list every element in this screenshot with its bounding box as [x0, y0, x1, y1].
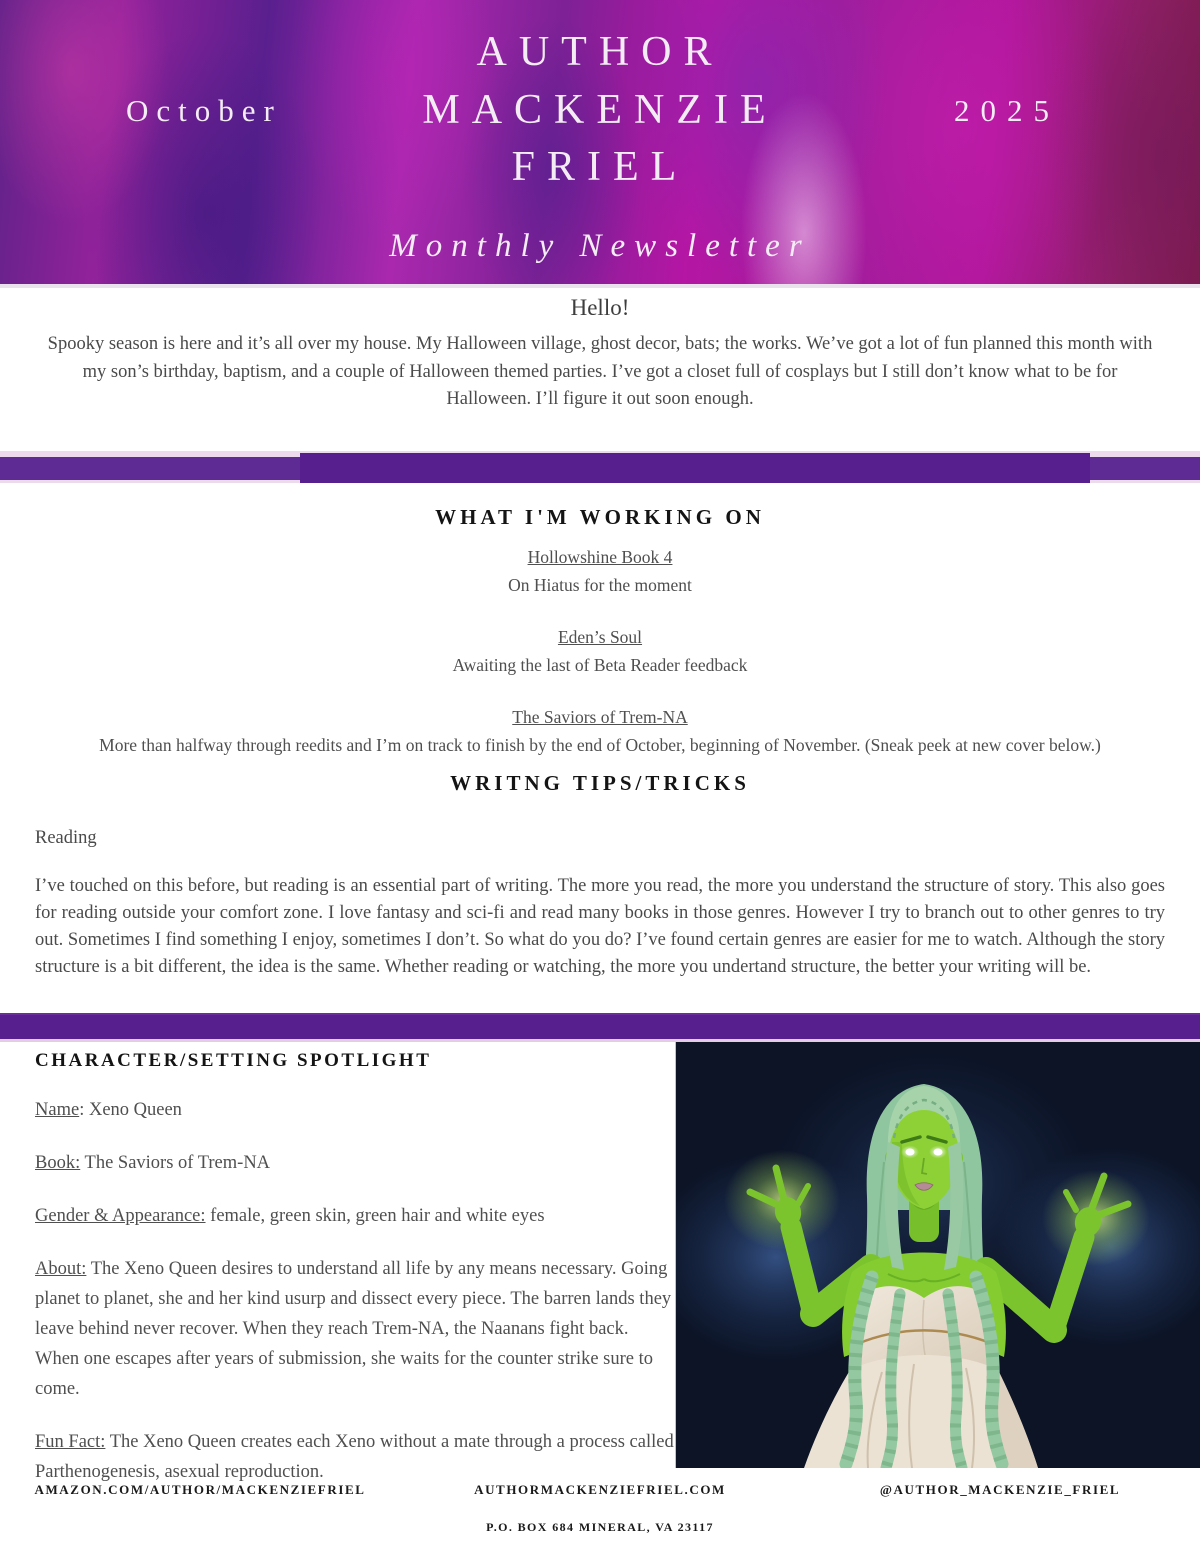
field-separator: : — [79, 1100, 89, 1120]
section-divider-top — [0, 449, 1200, 485]
project-item — [0, 625, 1200, 677]
intro-paragraph: Spooky season is here and it’s all over my house. My Halloween village, ghost decor, bats; the works. We’ve got a lot of fun planned this month with my son’s birthday, baptism, and a couple of Halloween themed parties. I’ve got a closet full of cosplays but I still don’t know what to be for Halloween. I’ll figure it out soon enough. — [47, 334, 1153, 409]
spotlight-heading: CHARACTER/SETTING SPOTLIGHT — [35, 1050, 432, 1071]
writing-tips-heading: WRITNG TIPS/TRICKS — [450, 771, 750, 795]
page-title-line-1: AUTHOR — [476, 29, 724, 75]
field-label: Book: — [35, 1153, 81, 1173]
section-divider-bottom — [0, 1013, 1200, 1042]
spotlight-field-gender-appearance — [35, 1201, 675, 1231]
project-status: Awaiting the last of Beta Reader feedback — [452, 655, 748, 675]
divider-bar-middle — [300, 453, 1090, 483]
field-value: The Xeno Queen desires to understand all life by any means necessary. Going planet to planet, she and her kind usurp and dissect every piece. The barren lands they leave behind never recover. When they reach Trem-NA, the Naanans fight back. When one escapes after years of submission, she waits for the counter strike sure to come. — [35, 1259, 672, 1399]
field-label: Fun Fact: — [35, 1432, 106, 1452]
field-value: The Xeno Queen creates each Xeno without a mate through a process called Parthenogenesis, asexual reproduction. — [35, 1432, 674, 1482]
working-on-section — [0, 505, 1200, 757]
spotlight-field-name — [35, 1095, 675, 1125]
tips-paragraph: I’ve touched on this before, but reading is an essential part of writing. The more you read, the more you understand the structure of story. This also goes for reading outside your comfort zone. I love fantasy and sci-fi and read many books in those genres. However I try to branch out to other genres to try out. Sometimes I find something I enjoy, sometimes I don’t. So what do you do? I’ve found certain genres are easier for me to watch. Although the story structure is a bit different, the idea is the same. Whether reading or watching, the more you undertand structure, the better your writing will be. — [35, 876, 1165, 977]
field-value: Xeno Queen — [88, 1100, 182, 1120]
field-value: The Saviors of Trem-NA — [84, 1153, 271, 1173]
footer-links — [0, 1482, 1200, 1498]
footer-link-social-handle[interactable]: @AUTHOR_MACKENZIE_FRIEL — [879, 1482, 1121, 1497]
spotlight-field-about — [35, 1254, 675, 1404]
greeting-heading: Hello! — [570, 295, 630, 320]
xeno-queen-artwork — [676, 1042, 1200, 1468]
writing-tips-section — [0, 771, 1200, 981]
footer-link-amazon[interactable]: AMAZON.COM/AUTHOR/MACKENZIEFRIEL — [34, 1482, 366, 1497]
project-status: More than halfway through reedits and I’m on track to finish by the end of October, beginning of November. (Sneak peek at new cover below.) — [99, 735, 1101, 755]
spotlight-field-fun-fact — [35, 1427, 675, 1487]
spotlight-section — [35, 1050, 675, 1487]
page-title — [0, 24, 1200, 197]
footer-link-website[interactable]: AUTHORMACKENZIEFRIEL.COM — [474, 1482, 726, 1497]
character-illustration — [675, 1042, 1200, 1468]
field-label: About: — [35, 1259, 87, 1279]
project-title: The Saviors of Trem-NA — [512, 707, 688, 727]
field-label: Name — [35, 1100, 80, 1120]
issue-year: 2025 — [954, 93, 1060, 128]
project-item — [0, 545, 1200, 597]
issue-month: October — [126, 93, 282, 128]
tips-topic: Reading — [35, 828, 97, 848]
field-label: Gender & Appearance: — [35, 1206, 206, 1226]
newsletter-subtitle: Monthly Newsletter — [389, 228, 811, 264]
page-title-line-3: FRIEL — [511, 144, 689, 191]
newsletter-header — [0, 0, 1200, 288]
project-title: Hollowshine Book 4 — [527, 547, 673, 567]
footer-address: P.O. BOX 684 MINERAL, VA 23117 — [486, 1520, 714, 1534]
spotlight-field-book — [35, 1148, 675, 1178]
working-on-heading: WHAT I'M WORKING ON — [435, 505, 765, 529]
project-status: On Hiatus for the moment — [508, 575, 692, 595]
intro-section — [0, 295, 1200, 414]
field-value: female, green skin, green hair and white eyes — [210, 1206, 545, 1226]
divider-bar-right — [1090, 457, 1200, 480]
page-title-line-2: MACKENZIE — [422, 86, 778, 133]
divider-bar-left — [0, 457, 305, 480]
project-title: Eden’s Soul — [557, 627, 643, 647]
project-item — [0, 705, 1200, 757]
